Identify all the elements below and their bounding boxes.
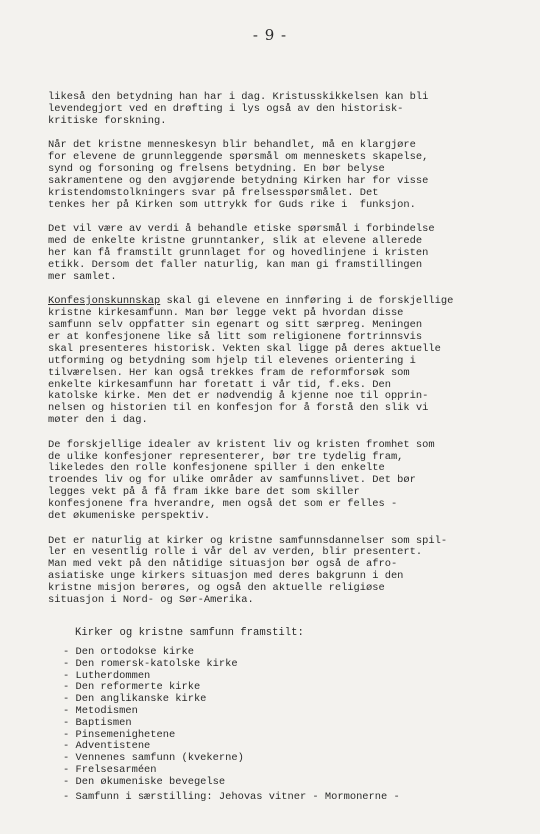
page-number: - 9 - (252, 26, 288, 44)
text-line: likeledes den rolle konfesjonene spiller i den enkelte (48, 462, 385, 475)
text-line: er at konfesjonene like så litt som religionene fortrinnsvis (48, 330, 423, 343)
body-text (48, 92, 518, 619)
text-line: troendes liv og for ulike områder av samfunnslivet. Det bør (48, 474, 416, 487)
text-line: kristendomstolkningers svar på frelsesspørsmålet. Det (48, 186, 379, 199)
paragraph-1 (48, 92, 518, 128)
text-line: Når det kristne menneskesyn blir behandlet, må en klargjøre (48, 139, 416, 152)
list-item: - Baptismen (63, 716, 132, 729)
list-item: - Lutherdommen (63, 669, 151, 682)
text-line: for elevene de grunnleggende spørsmål om menneskets skapelse, (48, 151, 429, 164)
list-item: - Adventistene (63, 740, 151, 753)
paragraph-5 (48, 440, 518, 523)
paragraph-2 (48, 140, 518, 211)
text-line: de ulike konfesjoner representerer, bør tre tydelig fram, (48, 450, 404, 463)
list-item: - Den ortodokse kirke (63, 646, 194, 658)
underlined-term: Konfesjonskunnskap (48, 295, 161, 308)
paragraph-3 (48, 224, 518, 284)
text-line: Det vil være av verdi å behandle etiske spørsmål i forbindelse (48, 223, 435, 236)
list-item: - Den reformerte kirke (63, 681, 201, 694)
text-line: synd og forsoning og frelsens betydning. En bør belyse (48, 163, 385, 176)
text-line: ler en vesentlig rolle i vår del av verden, blir presentert. (48, 546, 423, 559)
text-line: kristne kirkesamfunn. Man bør legge vekt på hvordan disse (48, 307, 404, 320)
text-line: kritiske forskning. (48, 114, 167, 127)
list-item: - Den anglikanske kirke (63, 693, 207, 706)
text-line: skal presenteres historisk. Vekten skal ligge på deres aktuelle (48, 342, 441, 355)
text-line: tenkes her på Kirken som uttrykk for Guds rike i funksjon. (48, 198, 416, 211)
paragraph-6 (48, 536, 518, 607)
text-line: det økumeniske perspektiv. (48, 510, 211, 523)
list-item: - Vennenes samfunn (kvekerne) (63, 752, 244, 765)
text-line: katolske kirke. Men det er nødvendig å kjenne noe til opprin- (48, 390, 429, 403)
list-item: - Den romersk-katolske kirke (63, 657, 238, 670)
list-item: - Frelsesarméen (63, 763, 157, 776)
text-line: levendegjort ved en drøfting i lys også av den historisk- (48, 102, 404, 115)
text-line: Det er naturlig at kirker og kristne samfunnsdannelser som spil- (48, 534, 448, 547)
text-line: sakramentene og den avgjørende betydning Kirken har for visse (48, 174, 429, 187)
text-line: med de enkelte kristne grunntanker, slik at elevene allerede (48, 235, 423, 248)
text-line: situasjon i Nord- og Sør-Amerika. (48, 594, 254, 607)
list-item: - Den økumeniske bevegelse (63, 775, 226, 788)
text-fragment: skal gi elevene en innføring i de forskjellige (160, 295, 454, 308)
text-line: De forskjellige idealer av kristent liv og kristen fromhet som (48, 438, 435, 451)
text-line: enkelte kirkesamfunn har foretatt i vår tid, f.eks. Den (48, 378, 391, 391)
paragraph-4 (48, 296, 518, 427)
text-line: mer samlet. (48, 270, 117, 283)
text-line: Man med vekt på den nåtidige situasjon bør også de afro- (48, 558, 398, 571)
text-line: tilværelsen. Her kan også trekkes fram de reformforsøk som (48, 366, 410, 379)
text-line: kristne misjon berøres, og også den aktuelle religiøse (48, 582, 385, 595)
text-line: møter den i dag. (48, 414, 148, 427)
text-line: legges vekt på å få fram ikke bare det som skiller (48, 486, 360, 499)
list-item: - Metodismen (63, 704, 138, 717)
text-line: asiatiske unge kirkers situasjon med deres bakgrunn i den (48, 570, 404, 583)
text-line: konfesjonene fra hverandre, men også det som er felles - (48, 498, 398, 511)
text-line: likeså den betydning han har i dag. Kristusskikkelsen kan bli (48, 91, 429, 103)
denomination-list (63, 647, 400, 803)
text-line: nelsen og historien til en konfesjon for å forstå den slik vi (48, 402, 429, 415)
list-item: - Pinsemenighetene (63, 728, 176, 741)
list-heading: Kirker og kristne samfunn framstilt: (75, 627, 304, 639)
list-item: - Samfunn i særstilling: Jehovas vitner - Mormonerne - (63, 790, 400, 803)
text-line: utforming og betydning som hjelp til elevenes orientering i (48, 354, 416, 367)
text-line: her kan få framstilt grunnlaget for og hovedlinjene i kristen (48, 246, 429, 259)
text-line: etikk. Dersom det faller naturlig, kan man gi framstillingen (48, 258, 423, 271)
text-line: samfunn selv oppfatter sin egenart og sitt særpreg. Meningen (48, 319, 423, 331)
